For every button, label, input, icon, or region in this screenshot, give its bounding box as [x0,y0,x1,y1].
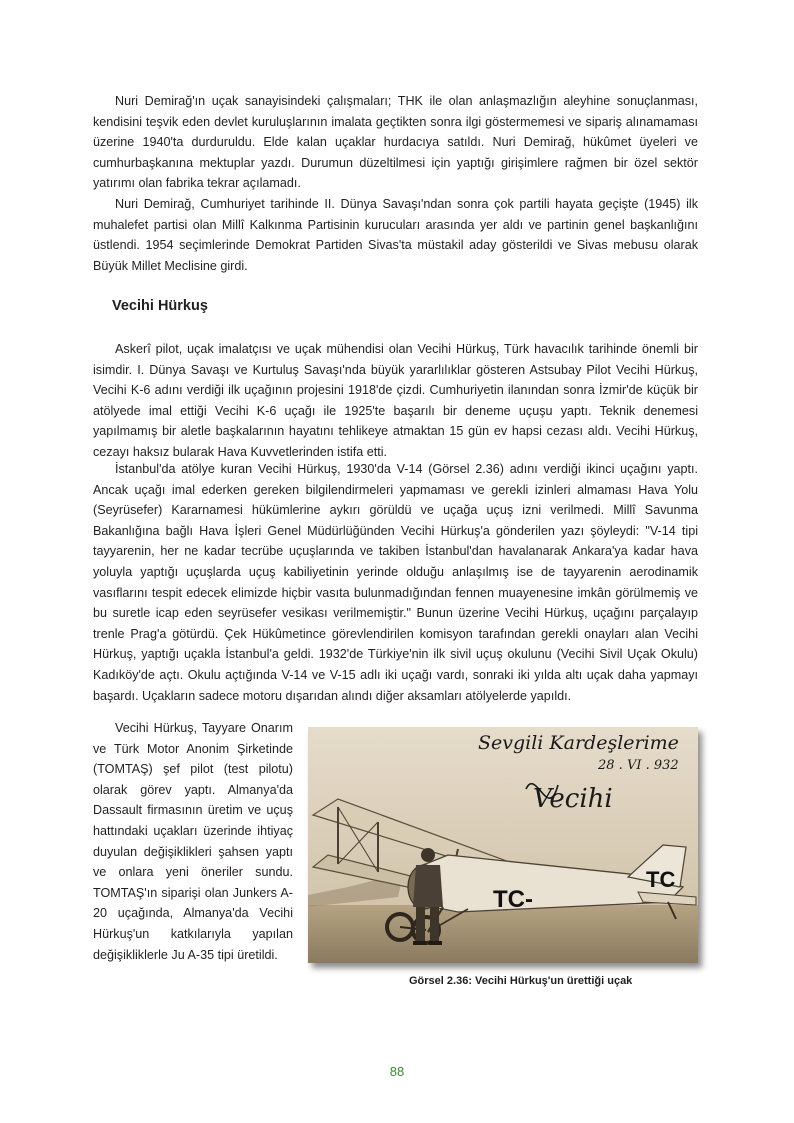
handwritten-dedication: Sevgili Kardeşlerime [478,732,679,754]
handwritten-signature: Vecihi [533,784,613,814]
aircraft-photo-illustration [308,727,698,963]
paragraph-nuri-demirag-1: Nuri Demirağ'ın uçak sanayisindeki çalışmaları; THK ile olan anlaşmazlığın aleyhine sonuçlanması, kendisini teşvik eden devlet kuruluşlarının imalata geçtikten sonra ilgi göstermemesi ve sipariş alınamaması üzerine 1940'ta durduruldu. Elde kalan uçaklar hurdacıya satıldı. Nuri Demirağ, hükûmet üyeleri ve cumhurbaşkanına mektuplar yazdı. Durumun düzeltilmesi için yaptığı girişimlere rağmen bir özel sektör yatırımı olan fabrika tekrar açılamadı. [93,94,698,191]
paragraph-vecihi-tomtas: Vecihi Hürkuş, Tayyare Onarım ve Türk Motor Anonim Şirketinde (TOMTAŞ) şef pilot (test pilotu) olarak görev yaptı. Almanya'da Dassault firmasının üretim ve uçuş hattındaki uçakları üzerinde ihtiyaç duyulan değişiklikleri şahsen yaptı ve onlara yeni öneriler sundu. TOMTAŞ'ın siparişi olan Junkers A-20 uçağında, Almanya'da Vecihi Hürkuş'un katkılarıyla yapılan değişikliklerle Ju A-35 tipi üretildi. [93,721,293,962]
figure-caption: Görsel 2.36: Vecihi Hürkuş'un ürettiği uçak [409,975,633,987]
registration-marking: TC- [493,886,533,913]
paragraph-nuri-demirag-2: Nuri Demirağ, Cumhuriyet tarihinde II. Dünya Savaşı'ndan sonra çok partili hayata geçişte (1945) ilk muhalefet partisi olan Millî Kalkınma Partisinin kurucuları arasında yer aldı ve partinin genel başkanlığını üstlendi. 1954 seçimlerinde Demokrat Partiden Sivas'ta müstakil aday gösterildi ve Sivas mebusu olarak Büyük Millet Meclisine girdi. [93,197,698,273]
ground-area [308,905,698,963]
paragraph-vecihi-intro: Askerî pilot, uçak imalatçısı ve uçak mühendisi olan Vecihi Hürkuş, Türk havacılık tarihinde önemli bir isimdir. I. Dünya Savaşı ve Kurtuluş Savaşı'nda büyük yararlılıklar gösteren Astsubay Pilot Vecihi Hürkuş, Vecihi K-6 adını verdiği ilk uçağının projesini 1918'de çizdi. Cumhuriyetin ilanından sonra İzmir'de küçük bir atölyede imal ettiği Vecihi K-6 uçağı ile 1925'te başarılı bir deneme uçuşu yaptı. Teknik denemesi yapılmamış bir aletle başkalarının hayatını tehlikeye atmaktan 15 gün ev hapsi cezası aldı. Vecihi Hürkuş, cezayı haksız bularak Hava Kuvvetlerinden istifa etti. [93,342,698,459]
aircraft-photo [308,727,698,963]
page-number: 88 [389,1064,405,1079]
paragraph-vecihi-v14: İstanbul'da atölye kuran Vecihi Hürkuş, 1930'da V-14 (Görsel 2.36) adını verdiği ikinci uçağını yaptı. Ancak uçağı imal ederken gereken bilgilendirmeleri yapmaması ve gerekli izinleri almaması Hava Yolu (Seyrüsefer) Kararnamesi hükümlerine aykırı görüldü ve uçağa uçuş izni verilmedi. Millî Savunma Bakanlığına bağlı Hava İşleri Genel Müdürlüğünden Vecihi Hürkuş'a gönderilen yazı şöyleydi: "V-14 tipi tayyarenin, her ne kadar tecrübe uçuşlarında ve takiben İstanbul'dan havalanarak Ankara'ya kadar hava yoluyla yaptığı uçuşlarda uçuş kabiliyetinin yerinde olduğu anlaşılmış ise de tayyarenin aerodinamik vasıflarını tespit edecek elimizde hiçbir vasıta bulunmadığından fennen muayenesine imkân görülmemiş ve bu suretle icap eden seyrüsefer vesikası verilmemiştir." Bunun üzerine Vecihi Hürkuş, uçağını parçalayıp trenle Prag'a götürdü. Çek Hükûmetince görevlendirilen komisyon tarafından gerekli onayları alan Vecihi Hürkuş, yaptığı uçakla İstanbul'a geldi. 1932'de Türkiye'nin ilk sivil uçuş okulunu (Vecihi Sivil Uçak Okulu) Kadıköy'de açtı. Okulu açtığında V-14 ve V-15 adlı iki uçağı vardı, sonraki iki yılda altı uçak daha yapmayı başardı. Uçakların sadece motoru dışarıdan alındı diğer aksamları atölyelerde yapıldı. [93,462,698,703]
section-heading: Vecihi Hürkuş [112,298,208,314]
handwritten-date: 28 . VI . 932 [598,758,679,773]
tail-emblem: TC [646,867,676,892]
